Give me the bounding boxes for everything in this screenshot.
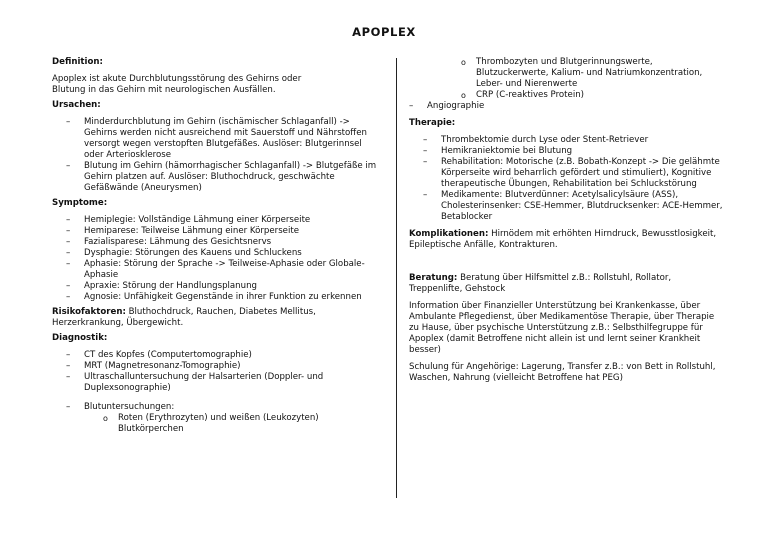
list-item: – Apraxie: Störung der Handlungsplanung — [52, 281, 382, 292]
blut-sublist — [52, 413, 382, 435]
angiographie-list — [395, 101, 724, 112]
komplikationen-heading: Komplikationen: — [409, 229, 489, 239]
sub-list-item: o Thrombozyten und Blutgerinnungswerte, Blutzuckerwerte, Kalium- und Natriumkonzentration, Leber- und Nierenwerte — [409, 57, 724, 90]
left-column — [52, 57, 382, 435]
list-item: – Rehabilitation: Motorische (z.B. Bobath-Konzept -> Die gelähmte Körperseite wird beharrlich gefördert und stimuliert), Kognitive therapeutische Übungen, Rehabilitation bei Schluckstörung — [409, 157, 724, 190]
list-item: – Aphasie: Störung der Sprache -> Teilweise-Aphasie oder Globale-Aphasie — [52, 259, 382, 281]
list-item: – MRT (Magnetresonanz-Tomographie) — [52, 361, 382, 372]
list-item: – CT des Kopfes (Computertomographie) — [52, 350, 382, 361]
ursachen-heading: Ursachen: — [52, 100, 101, 110]
komplikationen-text: Hirnödem mit erhöhten Hirndruck, Bewusstlosigkeit, Epileptische Anfälle, Kontrakturen. — [409, 229, 717, 250]
blut-sublist-continued — [409, 57, 724, 101]
list-item: – Minderdurchblutung im Gehirn (ischämischer Schlaganfall) -> Gehirns werden nicht ausreichend mit Sauerstoff und Nährstoffen versorgt wegen verstopften Blutgefäßes. Auslöser: Blutgerinnsel oder Arteriosklerose — [52, 117, 382, 161]
risikofaktoren-heading: Risikofaktoren: — [52, 307, 126, 317]
beratung-paragraph — [409, 273, 724, 295]
diagnostik-heading: Diagnostik: — [52, 333, 108, 343]
list-item: – Fazialisparese: Lähmung des Gesichtsnervs — [52, 237, 382, 248]
therapie-list — [409, 135, 724, 223]
risikofaktoren-paragraph — [52, 307, 382, 329]
sub-list-item: o Roten (Erythrozyten) und weißen (Leukozyten) Blutkörperchen — [52, 413, 382, 435]
list-item: – Medikamente: Blutverdünner: Acetylsalicylsäure (ASS), Cholesterinsenker: CSE-Hemmer, Blutdrucksenker: ACE-Hemmer, Betablocker — [409, 190, 724, 223]
blut-list — [52, 402, 382, 413]
list-item: – Agnosie: Unfähigkeit Gegenstände in ihrer Funktion zu erkennen — [52, 292, 382, 303]
therapie-heading: Therapie: — [409, 118, 456, 128]
right-column — [409, 57, 724, 384]
beratung-heading: Beratung: — [409, 273, 458, 283]
list-item: – Hemikraniektomie bei Blutung — [409, 146, 724, 157]
list-item: – Hemiparese: Teilweise Lähmung einer Körperseite — [52, 226, 382, 237]
list-item: – Thrombektomie durch Lyse oder Stent-Retriever — [409, 135, 724, 146]
komplikationen-paragraph — [409, 229, 724, 251]
definition-heading: Definition: — [52, 57, 103, 67]
list-item: – Dysphagie: Störungen des Kauens und Schluckens — [52, 248, 382, 259]
page-title: APOPLEX — [352, 25, 416, 39]
diagnostik-list — [52, 350, 382, 394]
symptome-list — [52, 215, 382, 303]
beratung-text: Beratung über Hilfsmittel z.B.: Rollstuhl, Rollator, Treppenlifte, Gehstock — [409, 273, 672, 294]
list-item: – Hemiplegie: Vollständige Lähmung einer Körperseite — [52, 215, 382, 226]
list-item: – Angiographie — [395, 101, 724, 112]
risikofaktoren-text: Bluthochdruck, Rauchen, Diabetes Mellitus, Herzerkrankung, Übergewicht. — [52, 307, 316, 328]
ursachen-list — [52, 117, 382, 194]
list-item: – Ultraschalluntersuchung der Halsarterien (Doppler- und Duplexsonographie) — [52, 372, 382, 394]
list-item: – Blutung im Gehirn (hämorrhagischer Schlaganfall) -> Blutgefäße im Gehirn platzen auf. Auslöser: Bluthochdruck, geschwächte Gefäßwände (Aneurysmen) — [52, 161, 382, 194]
beratung-information: Information über Finanzieller Unterstützung bei Krankenkasse, über Ambulante Pflegedienst, über Medikamentöse Therapie, über Therapie zu Hause, über psychische Unterstützung z.B.: Selbsthilfegruppe für Apoplex (damit Betroffene nicht allein ist und lernt seiner Krankheit besser) — [409, 301, 715, 355]
symptome-heading: Symptome: — [52, 198, 108, 208]
sub-list-item: o CRP (C-reaktives Protein) — [409, 90, 724, 101]
beratung-schulung: Schulung für Angehörige: Lagerung, Transfer z.B.: von Bett in Rollstuhl, Waschen, Nahrung (vielleicht Betroffene hat PEG) — [409, 362, 716, 383]
definition-text: Apoplex ist akute Durchblutungsstörung des Gehirns oder Blutung in das Gehirn mit neurologischen Ausfällen. — [52, 74, 302, 95]
list-item: – Blutuntersuchungen: — [52, 402, 382, 413]
column-divider — [396, 58, 397, 498]
